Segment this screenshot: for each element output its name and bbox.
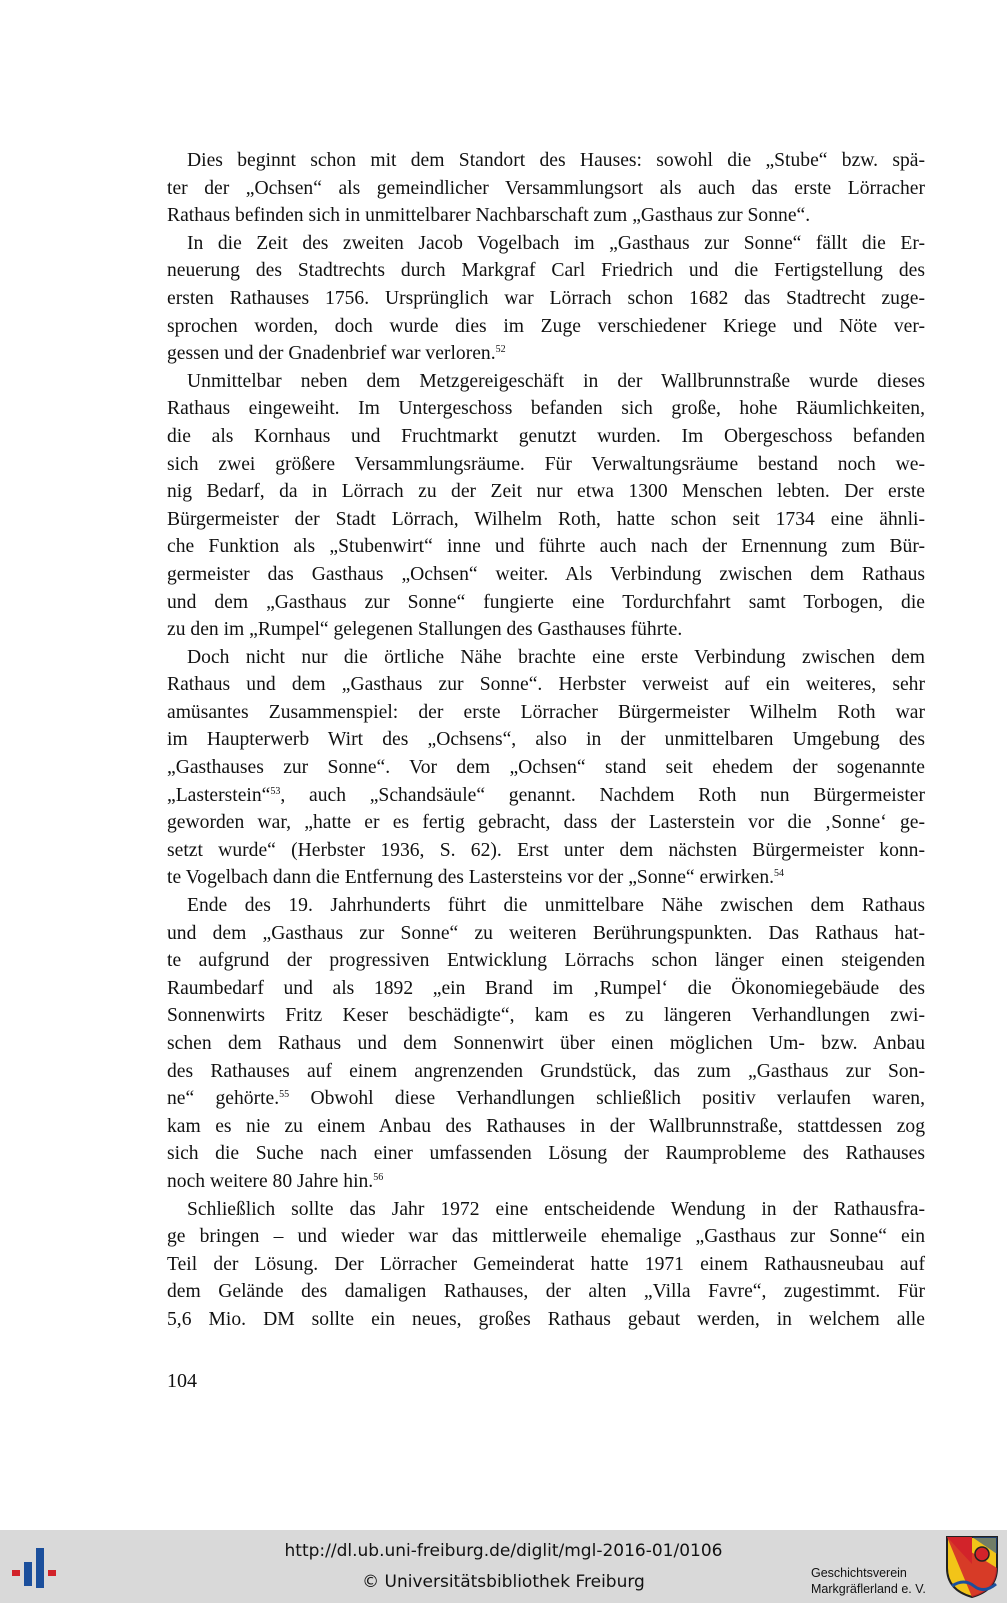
footnote-marker: 55	[279, 1089, 290, 1101]
line-text: ter der „Ochsen“ als gemeindlicher Versammlungsort als auch das erste Lörracher	[167, 177, 925, 199]
society-line-1: Geschichtsverein	[811, 1566, 907, 1580]
paragraph	[167, 892, 925, 1196]
text-line	[167, 947, 925, 975]
line-text: Rathaus eingeweiht. Im Untergeschoss befanden sich große, hohe Räumlichkeiten,	[167, 398, 925, 420]
text-line	[167, 175, 925, 203]
line-text: nig Bedarf, da in Lörrach zu der Zeit nur etwa 1300 Menschen lebten. Der erste	[167, 481, 925, 503]
line-text: kam es nie zu einem Anbau des Rathauses in der Wallbrunnstraße, stattdessen zog	[167, 1115, 925, 1137]
line-text: te Vogelbach dann die Entfernung des Lastersteins vor der „Sonne“ erwirken.	[167, 867, 775, 889]
text-line	[167, 257, 925, 285]
text-line	[167, 1002, 925, 1030]
line-text: im Haupterwerb Wirt des „Ochsens“, also in der unmittelbaren Umgebung des	[167, 729, 925, 751]
footnote-marker: 54	[774, 868, 785, 880]
footnote-marker: 53	[270, 785, 281, 797]
text-line	[167, 699, 925, 727]
line-text: des Rathauses auf einem angrenzenden Grundstück, das zum „Gasthaus zur Son-	[167, 1060, 925, 1082]
line-text: germeister das Gasthaus „Ochsen“ weiter. Als Verbindung zwischen dem Rathaus	[167, 563, 925, 585]
text-line	[167, 864, 925, 892]
line-text: , auch „Schandsäule“ genannt. Nachdem Roth nun Bürgermeister	[280, 784, 925, 806]
text-line	[167, 809, 925, 837]
line-text: ersten Rathauses 1756. Ursprünglich war Lörrach schon 1682 das Stadtrecht zuge-	[167, 287, 925, 309]
line-text: In die Zeit des zweiten Jacob Vogelbach im „Gasthaus zur Sonne“ fällt die Er-	[187, 232, 925, 254]
page-number: 104	[167, 1370, 197, 1392]
society-name	[811, 1531, 926, 1597]
text-line	[167, 230, 925, 258]
coat-of-arms-icon	[944, 1534, 1000, 1600]
paragraph	[167, 230, 925, 368]
text-line	[167, 782, 925, 810]
text-line	[167, 589, 925, 617]
text-line	[167, 1140, 925, 1168]
text-line	[167, 285, 925, 313]
line-text: amüsantes Zusammenspiel: der erste Lörracher Bürgermeister Wilhelm Roth war	[167, 701, 925, 723]
footer-url-link[interactable]: http://dl.ub.uni-freiburg.de/diglit/mgl-2016-01/0106	[284, 1541, 723, 1561]
line-text: gessen und der Gnadenbrief war verloren.	[167, 343, 496, 365]
paragraph	[167, 1196, 925, 1334]
paragraph	[167, 368, 925, 644]
text-line	[167, 478, 925, 506]
line-text: te aufgrund der progressiven Entwicklung Lörrachs schon länger einen steigenden	[167, 950, 925, 972]
line-text: Doch nicht nur die örtliche Nähe brachte eine erste Verbindung zwischen dem	[187, 646, 925, 668]
text-line	[167, 1251, 925, 1279]
text-line	[167, 644, 925, 672]
text-line	[167, 1168, 925, 1196]
line-text: und dem „Gasthaus zur Sonne“ fungierte eine Tordurchfahrt samt Torbogen, die	[167, 591, 925, 613]
text-line	[167, 1058, 925, 1086]
text-line	[167, 368, 925, 396]
line-text: Bürgermeister der Stadt Lörrach, Wilhelm Roth, hatte schon seit 1734 eine ähnli-	[167, 508, 925, 530]
text-line	[167, 313, 925, 341]
line-text: Sonnenwirts Fritz Keser beschädigte“, kam es zu längeren Verhandlungen zwi-	[167, 1005, 925, 1027]
line-text: Schließlich sollte das Jahr 1972 eine entscheidende Wendung in der Rathausfra-	[187, 1198, 925, 1220]
text-line	[167, 726, 925, 754]
footer-copyright: © Universitätsbibliothek Freiburg	[362, 1572, 645, 1592]
text-line	[167, 1113, 925, 1141]
footer-bar	[0, 1530, 1007, 1603]
text-line	[167, 1030, 925, 1058]
text-line	[167, 1196, 925, 1224]
line-text: Rathaus und dem „Gasthaus zur Sonne“. Herbster verweist auf ein weiteres, sehr	[167, 674, 925, 696]
line-text: „Lasterstein“	[167, 784, 271, 806]
line-text: sich die Suche nach einer umfassenden Lösung der Raumprobleme des Rathauses	[167, 1143, 925, 1165]
text-line	[167, 395, 925, 423]
text-line	[167, 671, 925, 699]
text-line	[167, 423, 925, 451]
paragraph	[167, 644, 925, 892]
line-text: ne“ gehörte.	[167, 1088, 280, 1110]
line-text: „Gasthauses zur Sonne“. Vor dem „Ochsen“ stand seit ehedem der sogenannte	[167, 757, 925, 779]
body-text	[167, 147, 925, 1334]
text-line	[167, 975, 925, 1003]
text-line	[167, 202, 925, 230]
line-text: und dem „Gasthaus zur Sonne“ zu weiteren Berührungspunkten. Das Rathaus hat-	[167, 922, 925, 944]
text-line	[167, 340, 925, 368]
text-line	[167, 892, 925, 920]
line-text: sprochen worden, doch wurde dies im Zuge verschiedener Kriege und Nöte ver-	[167, 315, 925, 337]
line-text: Raumbedarf und als 1892 „ein Brand im ‚Rumpel‘ die Ökonomiegebäude des	[167, 977, 925, 999]
text-line	[167, 533, 925, 561]
text-line	[167, 754, 925, 782]
line-text: dem Gelände des damaligen Rathauses, der alten „Villa Favre“, zugestimmt. Für	[167, 1281, 925, 1303]
line-text: zu den im „Rumpel“ gelegenen Stallungen des Gasthauses führte.	[167, 619, 683, 641]
line-text: sich zwei größere Versammlungsräume. Für Verwaltungsräume bestand noch we-	[167, 453, 925, 475]
line-text: Teil der Lösung. Der Lörracher Gemeinderat hatte 1971 einem Rathausneubau auf	[167, 1253, 925, 1275]
text-line	[167, 920, 925, 948]
text-line	[167, 837, 925, 865]
line-text: Unmittelbar neben dem Metzgereigeschäft in der Wallbrunnstraße wurde dieses	[187, 370, 925, 392]
society-line-2: Markgräflerland e. V.	[811, 1582, 926, 1596]
text-line	[167, 506, 925, 534]
line-text: setzt wurde“ (Herbster 1936, S. 62). Erst unter dem nächsten Bürgermeister konn-	[167, 839, 925, 861]
text-line	[167, 561, 925, 589]
line-text: noch weitere 80 Jahre hin.	[167, 1170, 374, 1192]
line-text: Ende des 19. Jahrhunderts führt die unmittelbare Nähe zwischen dem Rathaus	[187, 895, 925, 917]
text-line	[167, 451, 925, 479]
line-text: ge bringen – und wieder war das mittlerweile ehemalige „Gasthaus zur Sonne“ ein	[167, 1226, 925, 1248]
text-line	[167, 1223, 925, 1251]
line-text: 5,6 Mio. DM sollte ein neues, großes Rathaus gebaut werden, in welchem alle	[167, 1308, 925, 1330]
footnote-marker: 52	[495, 344, 506, 356]
line-text: neuerung des Stadtrechts durch Markgraf Carl Friedrich und die Fertigstellung des	[167, 260, 925, 282]
line-text: Dies beginnt schon mit dem Standort des Hauses: sowohl die „Stube“ bzw. spä-	[187, 150, 925, 171]
line-text: schen dem Rathaus und dem Sonnenwirt über einen möglichen Um- bzw. Anbau	[167, 1033, 925, 1054]
text-line	[167, 1085, 925, 1113]
line-text: che Funktion als „Stubenwirt“ inne und führte auch nach der Ernennung zum Bür-	[167, 536, 925, 558]
footnote-marker: 56	[373, 1171, 384, 1183]
line-text: Obwohl diese Verhandlungen schließlich positiv verlaufen waren,	[289, 1088, 925, 1110]
text-line	[167, 147, 925, 175]
line-text: geworden war, „hatte er es fertig gebracht, dass der Lasterstein vor die ‚Sonne‘ ge-	[167, 812, 925, 834]
line-text: Rathaus befinden sich in unmittelbarer Nachbarschaft zum „Gasthaus zur Sonne“.	[167, 205, 811, 227]
text-line	[167, 1278, 925, 1306]
text-line	[167, 1306, 925, 1334]
text-line	[167, 616, 925, 644]
paragraph	[167, 147, 925, 230]
line-text: die als Kornhaus und Fruchtmarkt genutzt wurden. Im Obergeschoss befanden	[167, 425, 925, 447]
